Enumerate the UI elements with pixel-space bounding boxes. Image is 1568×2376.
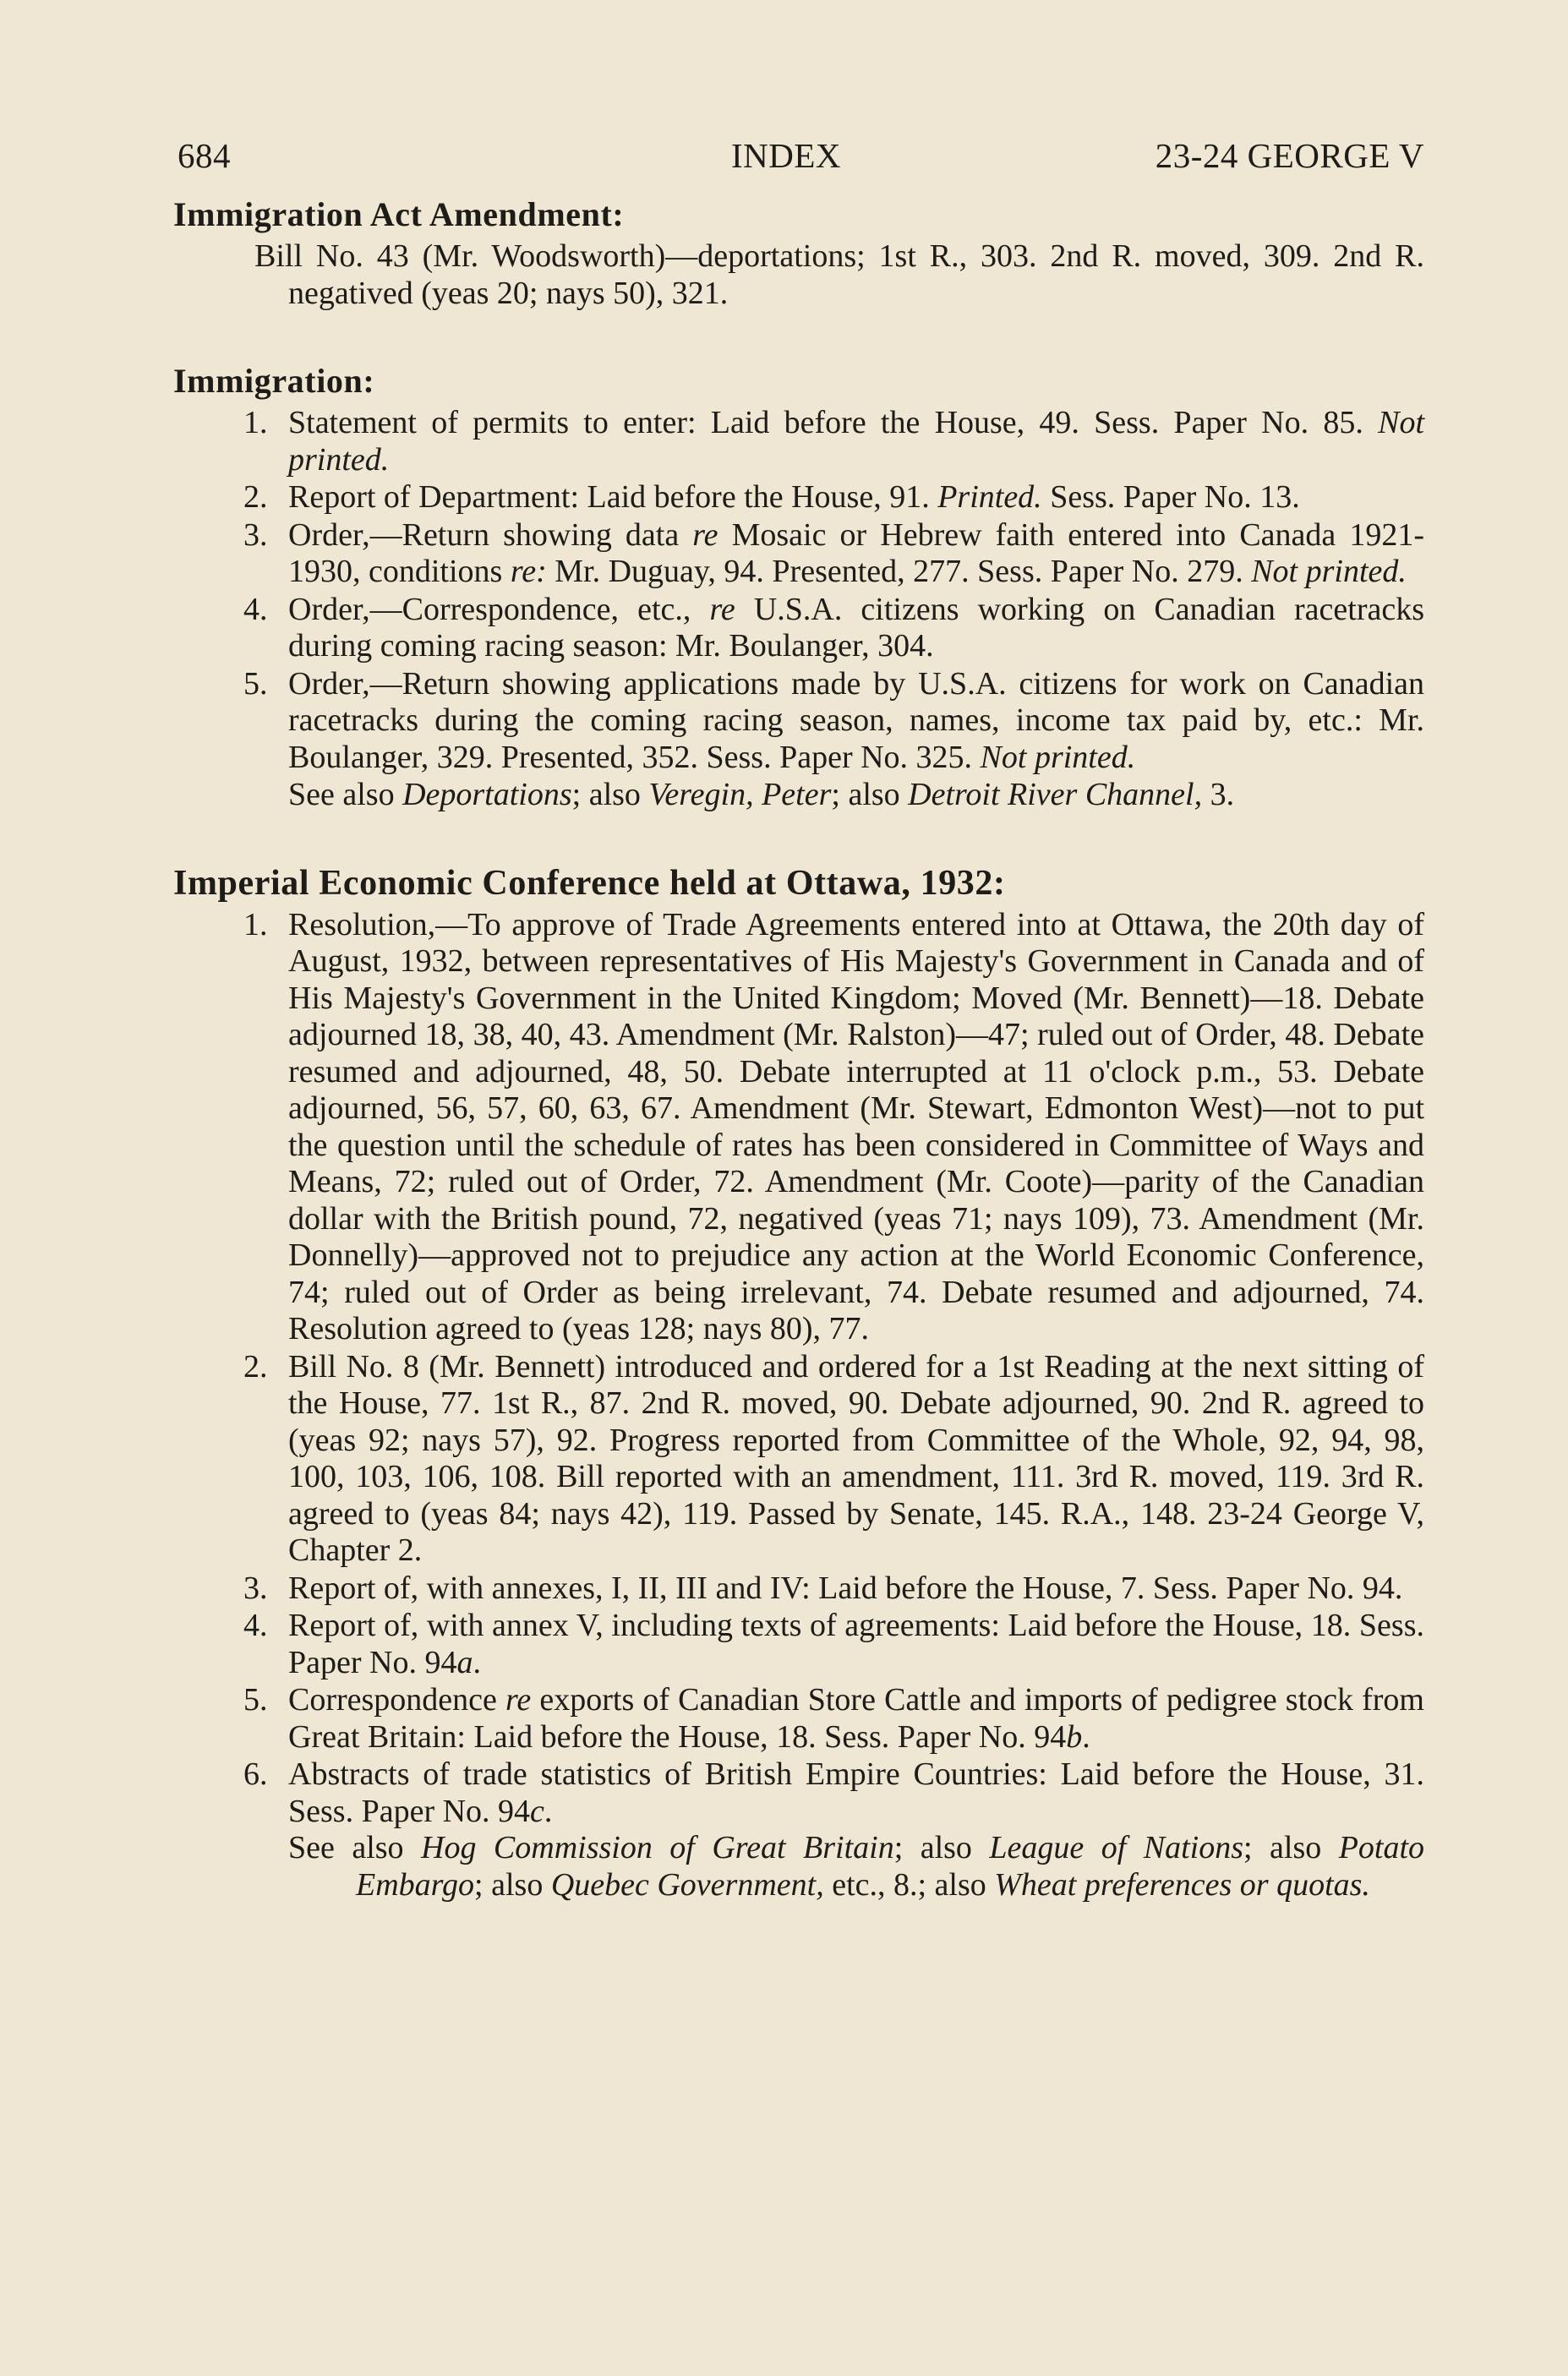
list-item	[173, 1682, 1424, 1756]
item-text: Mosaic or Hebrew faith entered into Canada 1921-1930, conditions	[288, 516, 1424, 589]
item-number: 5.	[243, 1682, 268, 1718]
see-also-ref: League of Nations	[989, 1830, 1243, 1865]
see-also-sep: ; also	[474, 1866, 544, 1903]
item-text: Report of Department: Laid before the House, 91.	[288, 479, 930, 515]
item-text: Abstracts of trade statistics of British Empire Countries: Laid before the House, 31. Sess. Paper No. 94	[288, 1756, 1424, 1829]
see-also-ref: Hog Commission of Great Britain	[421, 1830, 894, 1865]
running-head	[173, 135, 1424, 194]
item-end: .	[473, 1644, 481, 1680]
list-item	[173, 666, 1424, 777]
item-suffix: a	[456, 1644, 473, 1680]
entry-heading: Immigration Act Amendment:	[173, 195, 625, 233]
item-note: Printed.	[937, 479, 1042, 515]
item-text-pre: Order,—Correspondence, etc.,	[288, 591, 691, 627]
see-also-tail: 3.	[1210, 777, 1235, 812]
item-re: re:	[510, 554, 547, 589]
see-also-ref: Quebec Government,	[550, 1866, 824, 1903]
entry-text: Bill No. 43 (Mr. Woodsworth)—deportations; 1st R., 303. 2nd R. moved, 309. 2nd R. negatived (yeas 20; nays 50), 321.	[254, 238, 1424, 311]
item-note: Not printed.	[1251, 554, 1407, 589]
item-number: 5.	[243, 665, 268, 702]
item-number: 2.	[243, 479, 268, 515]
list-item	[173, 592, 1424, 665]
see-also	[173, 1830, 1424, 1904]
entry-immigration-act-amendment	[173, 194, 1424, 312]
see-also-ref: Potato Embargo	[356, 1830, 1425, 1903]
item-text-after: Sess. Paper No. 13.	[1050, 479, 1300, 515]
list-item	[173, 907, 1424, 1348]
list-item	[173, 517, 1424, 591]
item-note: Not printed.	[980, 739, 1136, 775]
see-also-tail: etc., 8.; also	[832, 1866, 986, 1903]
entry-imperial-economic-conference	[173, 863, 1424, 1904]
list-item	[173, 405, 1424, 478]
item-text-pre: Order,—Return showing data	[288, 516, 680, 553]
item-number: 1.	[243, 405, 268, 440]
item-number: 3.	[243, 516, 268, 553]
entry-heading: Imperial Economic Conference held at Ottawa, 1932:	[173, 863, 1006, 903]
see-also-ref: Wheat preferences or quotas.	[994, 1866, 1370, 1903]
see-also-sep: ; also	[831, 777, 900, 812]
item-re: re	[692, 516, 718, 553]
item-text: U.S.A. citizens working on Canadian racetracks during coming racing season: Mr. Boulanger, 304.	[288, 591, 1424, 664]
see-also-sep: ; also	[893, 1830, 972, 1865]
item-text-pre: Correspondence	[288, 1682, 497, 1718]
item-end: .	[1082, 1718, 1090, 1755]
see-also-sep: ; also	[1243, 1830, 1322, 1865]
item-number: 4.	[243, 591, 268, 627]
page-title: INDEX	[731, 136, 842, 175]
list-item	[173, 1570, 1424, 1608]
session-label: 23-24 GEORGE V	[1155, 136, 1424, 175]
item-number: 4.	[243, 1608, 268, 1643]
item-text-after: Mr. Duguay, 94. Presented, 277. Sess. Paper No. 279.	[555, 554, 1243, 589]
entry-heading: Immigration:	[173, 362, 375, 400]
see-also	[173, 777, 1424, 814]
see-also-lead: See also	[288, 1830, 404, 1865]
item-text: Report of, with annexes, I, II, III and IV: Laid before the House, 7. Sess. Paper No. 94.	[288, 1570, 1403, 1606]
see-also-ref: Detroit River Channel,	[908, 777, 1203, 812]
item-re: re	[505, 1682, 532, 1718]
item-number: 3.	[243, 1570, 268, 1606]
see-also-lead: See also	[288, 777, 395, 812]
item-text: exports of Canadian Store Cattle and imports of pedigree stock from Great Britain: Laid before the House, 18. Sess. Paper No. 94	[288, 1682, 1424, 1755]
item-number: 1.	[243, 906, 268, 942]
item-suffix: c	[530, 1793, 544, 1829]
see-also-ref: Deportations	[402, 777, 572, 812]
list-item	[173, 1349, 1424, 1570]
see-also-sep: ; also	[571, 777, 641, 812]
item-text: Bill No. 8 (Mr. Bennett) introduced and ordered for a 1st Reading at the next sitting of the House, 77. 1st R., 87. 2nd R. moved, 90. Debate adjourned, 90. 2nd R. agreed to (yeas 92; nays 57), 92. Progress reported from Committee of the Whole, 92, 94, 98, 100, 103, 106, 108. Bill reported with an amendment, 111. 3rd R. moved, 119. 3rd R. agreed to (yeas 84; nays 42), 119. Passed by Senate, 145. R.A., 148. 23-24 George V, Chapter 2.	[288, 1348, 1424, 1568]
page-number: 684	[178, 136, 231, 175]
item-number: 2.	[243, 1348, 268, 1385]
item-text: Statement of permits to enter: Laid before the House, 49. Sess. Paper No. 85.	[288, 405, 1363, 440]
list-item	[173, 1756, 1424, 1830]
see-also-ref: Veregin, Peter	[648, 777, 832, 812]
list-item	[173, 1608, 1424, 1681]
list-item	[173, 479, 1424, 516]
item-text: Report of, with annex V, including texts of agreements: Laid before the House, 18. Sess. Paper No. 94	[288, 1608, 1424, 1680]
item-end: .	[544, 1793, 553, 1829]
item-suffix: b	[1066, 1718, 1083, 1755]
item-text: Resolution,—To approve of Trade Agreements entered into at Ottawa, the 20th day of August, 1932, between representatives of His Majesty's Government in Canada and of His Majesty's Government in the United Kingdom; Moved (Mr. Bennett)—18. Debate adjourned 18, 38, 40, 43. Amendment (Mr. Ralston)—47; ruled out of Order, 48. Debate resumed and adjourned, 48, 50. Debate interrupted at 11 o'clock p.m., 53. Debate adjourned, 56, 57, 60, 63, 67. Amendment (Mr. Stewart, Edmonton West)—not to put the question until the schedule of rates has been considered in Committee of Ways and Means, 72; ruled out of Order, 72. Amendment (Mr. Coote)—parity of the Canadian dollar with the British pound, 72, negatived (yeas 71; nays 109), 73. Amendment (Mr. Donnelly)—approved not to prejudice any action at the World Economic Conference, 74; ruled out of Order as being irrelevant, 74. Debate resumed and adjourned, 74. Resolution agreed to (yeas 128; nays 80), 77.	[288, 906, 1424, 1346]
item-re: re	[709, 591, 735, 627]
item-number: 6.	[243, 1756, 268, 1792]
entry-immigration	[173, 361, 1424, 814]
item-note: Not printed.	[288, 405, 1424, 478]
item-text: Order,—Return showing applications made by U.S.A. citizens for work on Canadian racetracks during the coming racing season, names, income tax paid by, etc.: Mr. Boulanger, 329. Presented, 352. Sess. Paper No. 325.	[288, 665, 1424, 775]
